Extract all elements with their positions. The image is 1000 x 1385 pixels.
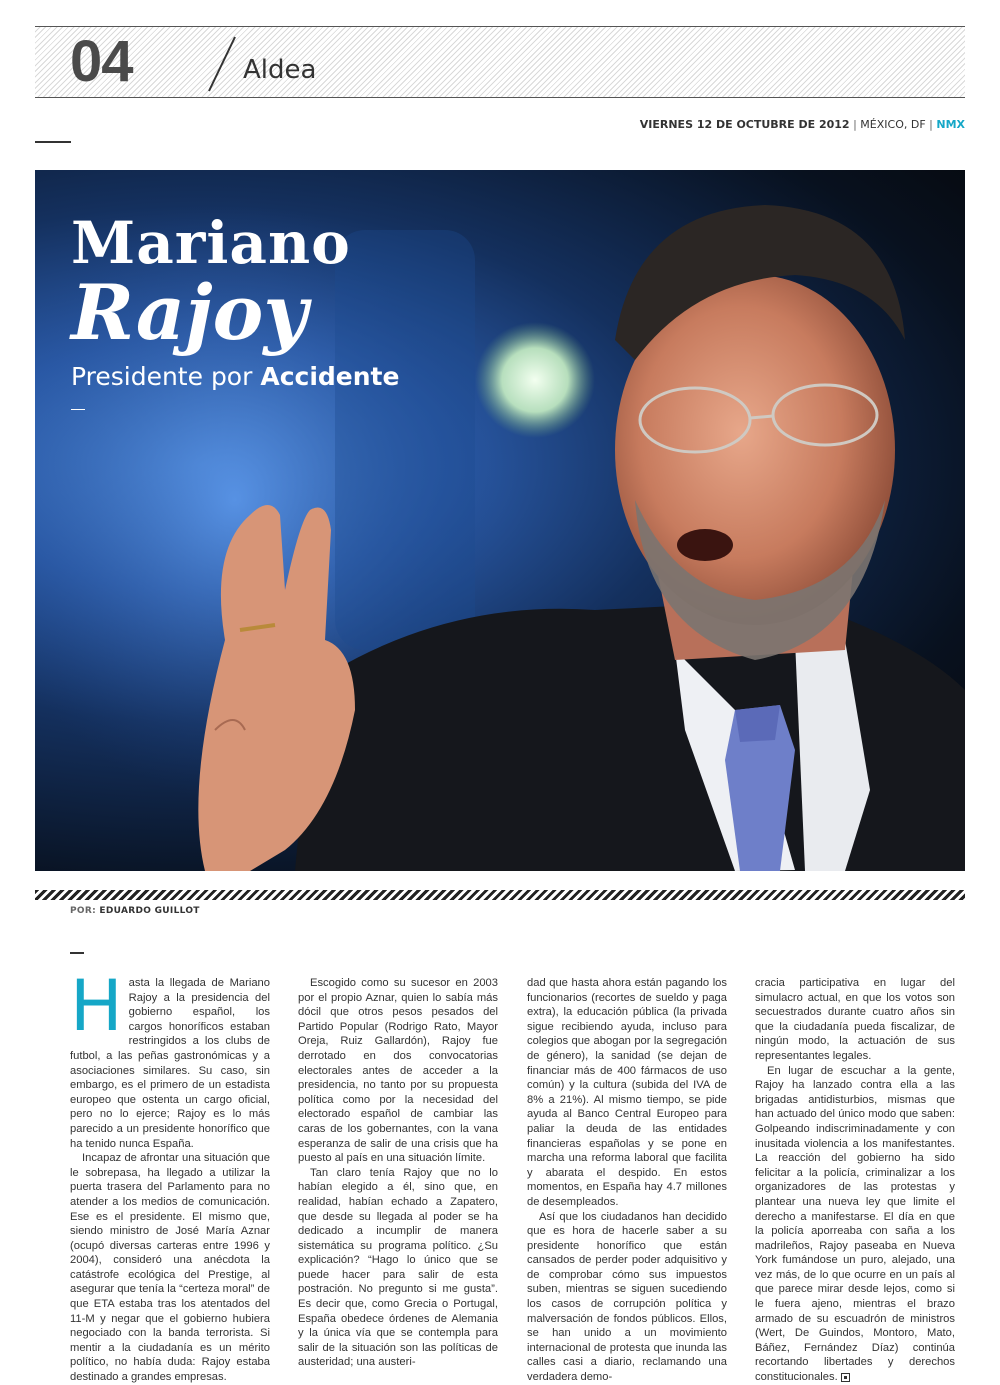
page-number: 04	[70, 29, 133, 94]
hero-photo	[35, 170, 965, 871]
article-column-4	[755, 976, 955, 1385]
end-mark-icon	[841, 1373, 850, 1382]
dateline	[640, 118, 965, 131]
issue-city: MÉXICO, DF	[860, 118, 926, 131]
background-spotlight	[475, 322, 595, 438]
paragraph: Tan claro tenía Rajoy que no lo habían elegido a él, sino que, en realidad, habían echado a Zapatero, que desde su llegada al poder se ha dedicado a incumplir de manera sistemática su programa político. ¿Su explicación? “Hago lo único que se puede hacer para salir de esta postración. No pregunto si me gusta”. Es decir que, como Grecia o Portugal, España obedece órdenes de Alemania y la única vía que se contempla para salir de la situación son las políticas de austeridad; una austeri-	[298, 1166, 498, 1369]
suit	[295, 600, 965, 871]
paragraph: cracia participativa en lugar del simulacro actual, en que los votos son secuestrados durante cuatro años sin que la ciudadanía pueda fiscalizar, de ningún modo, la actuación de sus representantes legales.	[755, 977, 955, 1062]
section-header-band	[35, 26, 965, 98]
subheadline-bold: Accidente	[260, 362, 400, 391]
drop-cap: H	[70, 965, 123, 1047]
paragraph: Así que los ciudadanos han decidido que es hora de hacerle saber a su presidente honorífico que están cansados de perder poder adquisitivo y de comprobar cómo sus impuestos suben, mientras se siguen sucediendo los casos de corrupción política y malversación de fondos públicos. Ellos, se han unido a un movimiento internacional de protesta que inunda las calles casi a diario, reclamando una verdadera demo-	[527, 1210, 727, 1384]
subheadline	[71, 362, 399, 391]
section-name: Aldea	[243, 55, 317, 85]
divider-short-mid	[70, 952, 84, 954]
paragraph: Incapaz de afrontar una situación que le sobrepasa, ha llegado a utilizar la puerta trasera del Parlamento para no atender a los medios de comunicación. Ese es el presidente. El mismo que, siendo ministro de José María Aznar (ocupó diversas carteras entre 1996 y 2004), consideró una anécdota la catástrofe ecológica del Prestige, al asegurar que tenía la “certeza moral” de que ETA estaba tras los atentados del 11-M y negar que el gobierno hubiera negociado con la banda terrorista. Si mentir a la ciudadanía es un mérito político, no había duda: Rajoy estaba destinado a grandes empresas.	[70, 1152, 270, 1384]
slash-divider	[203, 35, 243, 93]
dateline-separator-2: |	[925, 118, 937, 131]
subheadline-plain: Presidente por	[71, 362, 261, 391]
paragraph	[755, 1064, 955, 1385]
paragraph-text: En lugar de escuchar a la gente, Rajoy ha lanzado contra ella a las brigadas antidisturbios, mismas que han actuado del único modo que saben: Golpeando indiscriminadamente y con inusitada violencia a los manifestantes. La reacción del gobierno ha sido felicitar a la policía, criminalizar a los organizadores de las protestas y plantear una nueva ley que limite el derecho a manifestarse. El día en que la policía aporreaba con saña a los madrileños, Rajoy paseaba en Nueva York fumándose un puro, alejado, una vez más, de lo que ocurre en un país al que parece mirar desde lejos, como si le fuera ajeno, mientras el brazo armado de su escuadrón de ministros (Wert, De Guindos, Montoro, Mato, Báñez, Fernández Díaz) continúa recortando libertades y derechos constitucionales.	[755, 1064, 955, 1384]
byline	[70, 906, 200, 916]
divider-short	[35, 141, 71, 143]
issue-date: VIERNES 12 DE OCTUBRE DE 2012	[639, 118, 850, 131]
byline-author: EDUARDO GUILLOT	[99, 906, 200, 916]
article-column-2	[298, 976, 498, 1370]
paragraph	[70, 965, 270, 1151]
headline-rule	[71, 409, 85, 410]
brand-name: NMX	[936, 118, 965, 131]
article-column-3	[527, 976, 727, 1385]
mouth	[677, 529, 733, 561]
headline-last-name: Rajoy	[71, 268, 308, 357]
headline-first-name: Mariano	[71, 209, 351, 277]
dateline-separator: |	[849, 118, 861, 131]
article-column-1	[70, 965, 270, 1385]
headline-block	[71, 209, 400, 410]
paragraph: Escogido como su sucesor en 2003 por el propio Aznar, quien lo sabía más dócil que otros pesos pesados del Partido Popular (Rodrigo Rato, Mayor Oreja, Ruiz Gallardón), Rajoy fue derrotado en dos convocatorias electorales antes de acceder a la presidencia, no tanto por su propuesta política como por la necesidad del electorado español de cambiar las caras de los gobernantes, con la vana esperanza de salir de una crisis que ha puesto al país en una situación límite.	[298, 977, 498, 1165]
byline-label: POR:	[70, 906, 100, 916]
paragraph-text: asta la llegada de Mariano Rajoy a la presidencia del gobierno español, los cargos honoríficos estaban restringidos a los clubs de futbol, a las peñas gastronómicas y a asociaciones similares. Su caso, sin embargo, es el primero de un estadista europeo que ostenta un cargo oficial, pero no lo ejerce; Rajoy es lo más parecido a un presidente honorífico que ha tenido nunca España.	[70, 977, 270, 1150]
paragraph: dad que hasta ahora están pagando los funcionarios (recortes de sueldo y paga extra), la educación pública (la privada sigue recibiendo ayuda, incluso para colegios que abogan por la segregación de género), la sanidad (se dejan de financiar más de 400 fármacos de uso común) y la cultura (subida del IVA de 8% a 21%). Al mismo tiempo, se pide ayuda al Banco Central Europeo para paliar la deuda de las entidades financieras españolas y se pone en marcha una reforma laboral que facilita y abarata el despido. En estos momentos, en España hay 4.7 millones de desempleados.	[527, 977, 727, 1208]
zigzag-divider	[35, 890, 965, 900]
